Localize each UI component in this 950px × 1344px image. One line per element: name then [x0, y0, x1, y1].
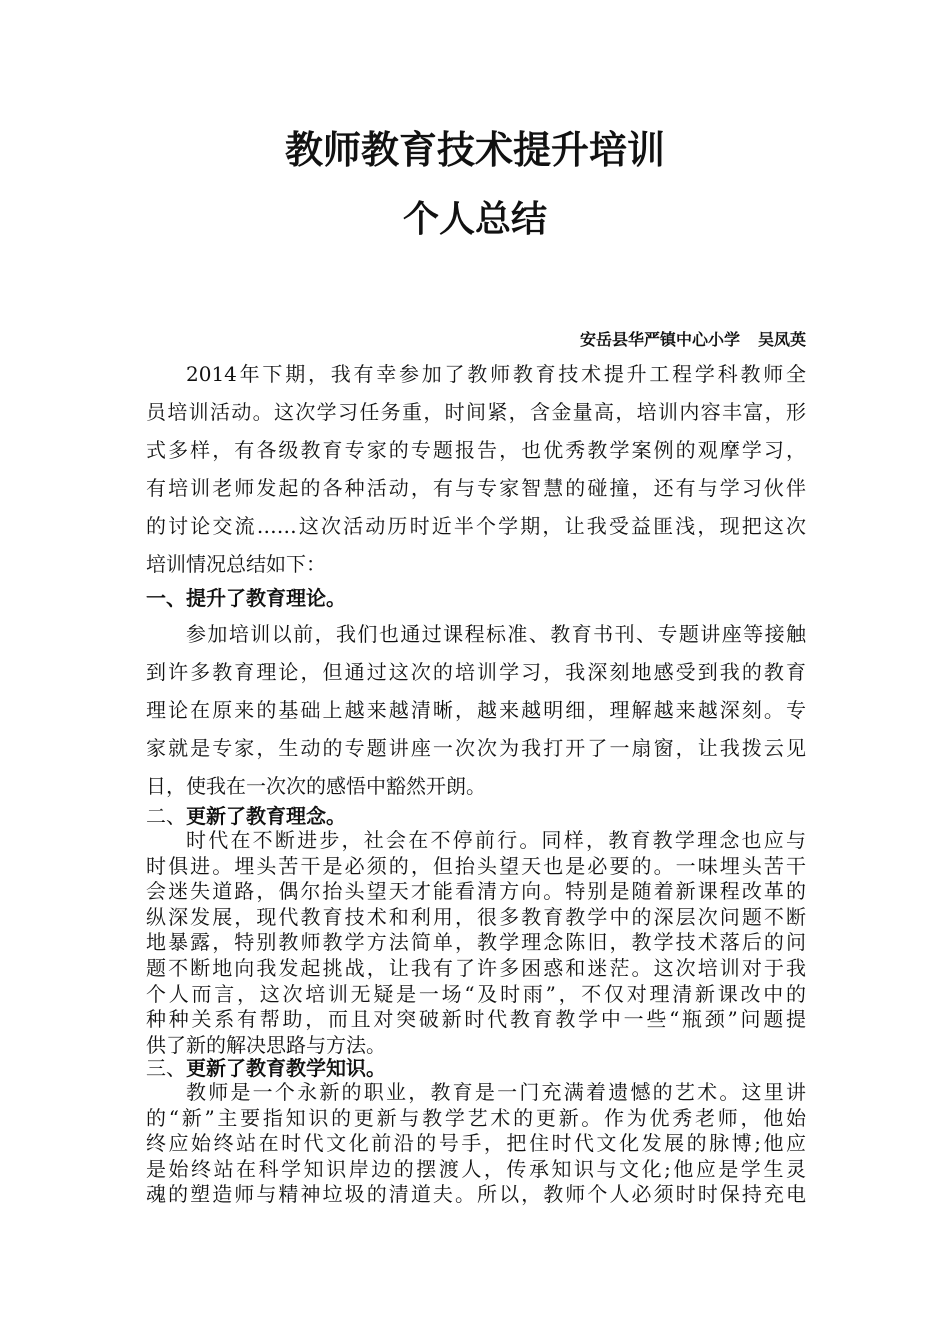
paragraph-line: 式多样，有各级教育专家的专题报告，也优秀教学案例的观摩学习，	[146, 438, 806, 462]
section-1-paragraph	[146, 615, 806, 805]
paragraph-line: 终应始终站在时代文化前沿的号手，把住时代文化发展的脉博;他应	[146, 1131, 806, 1156]
paragraph-line: 的讨论交流……这次活动历时近半个学期，让我受益匪浅，现把这次	[146, 514, 806, 538]
paragraph-line: 家就是专家，生动的专题讲座一次次为我打开了一扇窗，让我拨云见	[146, 736, 806, 760]
paragraph-line: 是始终站在科学知识岸边的摆渡人，传承知识与文化;他应是学生灵	[146, 1156, 806, 1181]
section-2-paragraph	[146, 828, 806, 1058]
paragraph-line: 员培训活动。这次学习任务重，时间紧，含金量高，培训内容丰富，形	[146, 400, 806, 424]
section-title: 提升了教育理论。	[186, 586, 346, 610]
paragraph-line: 理论在原来的基础上越来越清晰，越来越明细，理解越来越深刻。专	[146, 698, 806, 722]
paragraph-line: 个人而言，这次培训无疑是一场“及时雨”，不仅对理清新课改中的	[146, 981, 806, 1006]
author-line	[146, 328, 806, 352]
paragraph-line: 题不断地向我发起挑战，让我有了许多困惑和迷茫。这次培训对于我	[146, 955, 806, 980]
section-title: 更新了教育理念。	[186, 804, 346, 828]
paragraph-line: 日，使我在一次次的感悟中豁然开朗。	[146, 774, 486, 798]
paragraph-line: 到许多教育理论，但通过这次的培训学习，我深刻地感受到我的教育	[146, 660, 806, 684]
section-number: 一、	[146, 586, 186, 610]
paragraph-line: 2014年下期，我有幸参加了教师教育技术提升工程学科教师全	[186, 362, 806, 386]
paragraph-line: 纵深发展，现代教育技术和利用，很多教育教学中的深层次问题不断	[146, 904, 806, 929]
section-heading-2	[146, 802, 806, 830]
author-name: 吴凤英	[757, 330, 806, 349]
section-3-paragraph	[146, 1080, 806, 1208]
section-heading-1	[146, 584, 806, 612]
paragraph-line: 会迷失道路，偶尔抬头望天才能看清方向。特别是随着新课程改革的	[146, 879, 806, 904]
section-heading-3	[146, 1054, 806, 1082]
paragraph-line: 培训情况总结如下：	[146, 552, 326, 576]
paragraph-line: 供了新的解决思路与方法。	[146, 1032, 386, 1057]
paragraph-line: 时代在不断进步，社会在不停前行。同样，教育教学理念也应与	[186, 828, 806, 852]
document-subtitle: 个人总结	[402, 198, 547, 240]
section-title: 更新了教育教学知识。	[186, 1056, 386, 1080]
paragraph-line: 参加培训以前，我们也通过课程标准、教育书刊、专题讲座等接触	[186, 622, 806, 646]
paragraph-line: 魂的塑造师与精神垃圾的清道夫。所以，教师个人必须时时保持充电	[146, 1182, 806, 1207]
intro-paragraph	[146, 355, 806, 583]
section-number: 三、	[146, 1056, 186, 1080]
paragraph-line: 的“新”主要指知识的更新与教学艺术的更新。作为优秀老师，他始	[146, 1105, 806, 1130]
section-number: 二、	[146, 804, 186, 828]
author-school: 安岳县华严镇中心小学	[579, 330, 740, 349]
document-title: 教师教育技术提升培训	[284, 127, 665, 172]
paragraph-line: 时俱进。埋头苦干是必须的，但抬头望天也是必要的。一味埋头苦干	[146, 853, 806, 878]
paragraph-line: 教师是一个永新的职业，教育是一门充满着遗憾的艺术。这里讲	[186, 1080, 806, 1104]
paragraph-line: 地暴露，特别教师教学方法简单，教学理念陈旧，教学技术落后的问	[146, 930, 806, 955]
paragraph-line: 有培训老师发起的各种活动，有与专家智慧的碰撞，还有与学习伙伴	[146, 476, 806, 500]
paragraph-line: 种种关系有帮助，而且对突破新时代教育教学中一些“瓶颈”问题提	[146, 1007, 806, 1032]
